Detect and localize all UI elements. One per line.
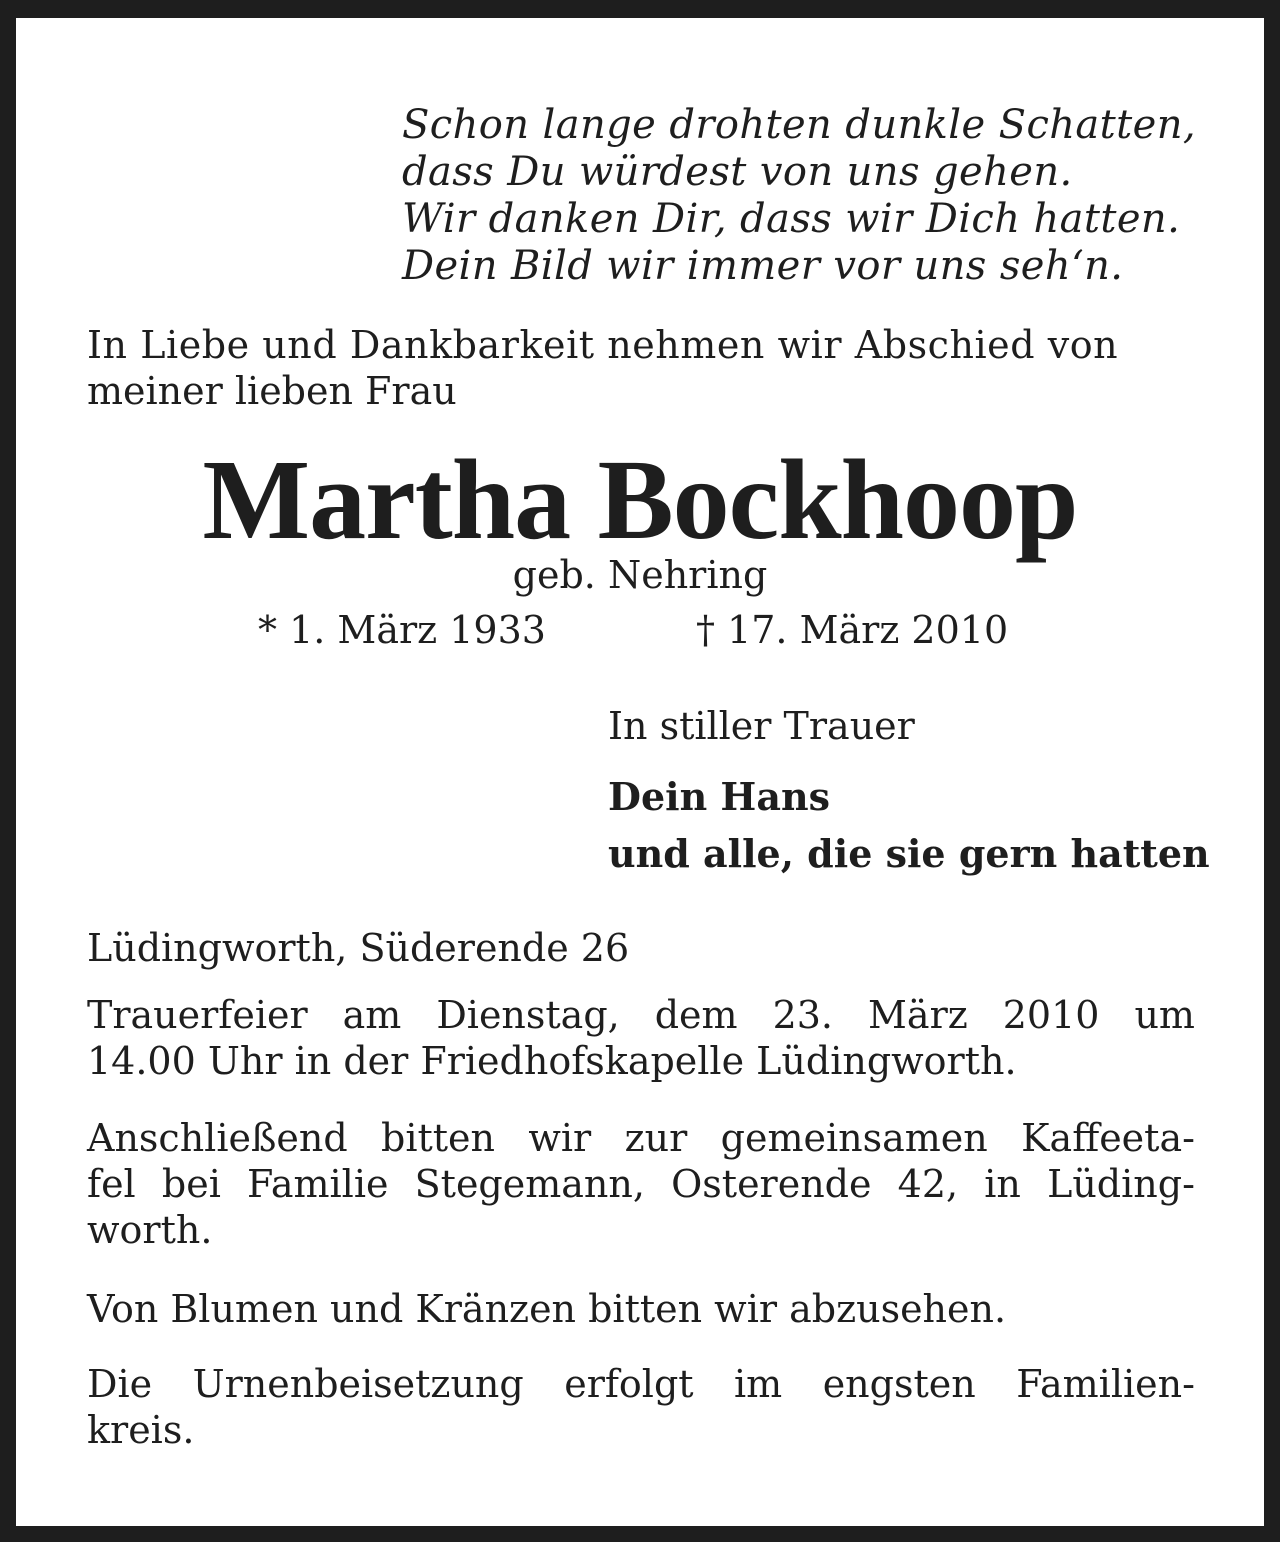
word: zur bbox=[624, 1116, 688, 1160]
word: Anschließend bbox=[87, 1116, 348, 1160]
word: Familien- bbox=[1016, 1362, 1195, 1406]
poem-line: Dein Bild wir immer vor uns seh‘n. bbox=[402, 243, 1124, 289]
mourner-line: Dein Hans bbox=[608, 774, 830, 819]
coffee-line-2 bbox=[87, 1161, 1195, 1207]
word: Dienstag, bbox=[436, 993, 620, 1037]
poem-line: Wir danken Dir, dass wir Dich hatten. bbox=[402, 196, 1181, 242]
word: Osterende bbox=[671, 1162, 872, 1206]
address-line: Lüdingworth, Süderende 26 bbox=[87, 926, 630, 970]
word: fel bbox=[87, 1162, 136, 1206]
word: Familie bbox=[247, 1162, 389, 1206]
deceased-name: Martha Bockhoop bbox=[202, 436, 1078, 563]
birth-date: * 1. März 1933 bbox=[258, 608, 546, 652]
word: erfolgt bbox=[564, 1362, 694, 1406]
service-line-2: 14.00 Uhr in der Friedhofskapelle Lüdingworth. bbox=[87, 1039, 1017, 1083]
word: 2010 bbox=[1002, 993, 1100, 1037]
mourners-signature bbox=[608, 768, 1210, 882]
word: 42, bbox=[897, 1162, 959, 1206]
mourning-heading: In stiller Trauer bbox=[608, 704, 915, 748]
memorial-poem bbox=[402, 102, 1196, 290]
word: gemeinsamen bbox=[720, 1116, 988, 1160]
word: wir bbox=[528, 1116, 592, 1160]
farewell-intro bbox=[87, 322, 1197, 414]
word: Urnenbeisetzung bbox=[192, 1362, 524, 1406]
poem-line: dass Du würdest von uns gehen. bbox=[402, 149, 1073, 195]
coffee-line-1 bbox=[87, 1115, 1195, 1161]
word: Trauerfeier bbox=[87, 993, 308, 1037]
word: 23. bbox=[772, 993, 834, 1037]
word: bitten bbox=[381, 1116, 495, 1160]
coffee-line-3: worth. bbox=[87, 1208, 213, 1252]
word: am bbox=[342, 993, 402, 1037]
word: in bbox=[984, 1162, 1021, 1206]
coffee-reception-paragraph bbox=[87, 1115, 1195, 1253]
intro-line-1-text: In Liebe und Dankbarkeit nehmen wir Abschied von bbox=[87, 323, 1119, 367]
word: Lüding- bbox=[1047, 1162, 1195, 1206]
birth-name: geb. Nehring bbox=[512, 553, 768, 597]
word: Stegemann, bbox=[414, 1162, 645, 1206]
mourner-line: und alle, die sie gern hatten bbox=[608, 831, 1210, 876]
word: Kaffeeta- bbox=[1021, 1116, 1195, 1160]
word: bei bbox=[161, 1162, 221, 1206]
word: Die bbox=[87, 1362, 153, 1406]
service-line-1 bbox=[87, 992, 1195, 1038]
word: um bbox=[1134, 993, 1195, 1037]
word: dem bbox=[654, 993, 738, 1037]
word: im bbox=[734, 1362, 783, 1406]
poem-line: Schon lange drohten dunkle Schatten, bbox=[402, 102, 1196, 148]
funeral-service-paragraph bbox=[87, 992, 1195, 1084]
intro-line-1 bbox=[87, 322, 1197, 368]
word: März bbox=[868, 993, 968, 1037]
urn-line-1 bbox=[87, 1361, 1195, 1407]
urn-burial-paragraph bbox=[87, 1361, 1195, 1453]
flowers-notice: Von Blumen und Kränzen bitten wir abzusehen. bbox=[87, 1287, 1007, 1331]
urn-line-2: kreis. bbox=[87, 1408, 195, 1452]
word: engsten bbox=[822, 1362, 976, 1406]
death-date: † 17. März 2010 bbox=[696, 608, 1009, 652]
intro-line-2: meiner lieben Frau bbox=[87, 369, 457, 413]
